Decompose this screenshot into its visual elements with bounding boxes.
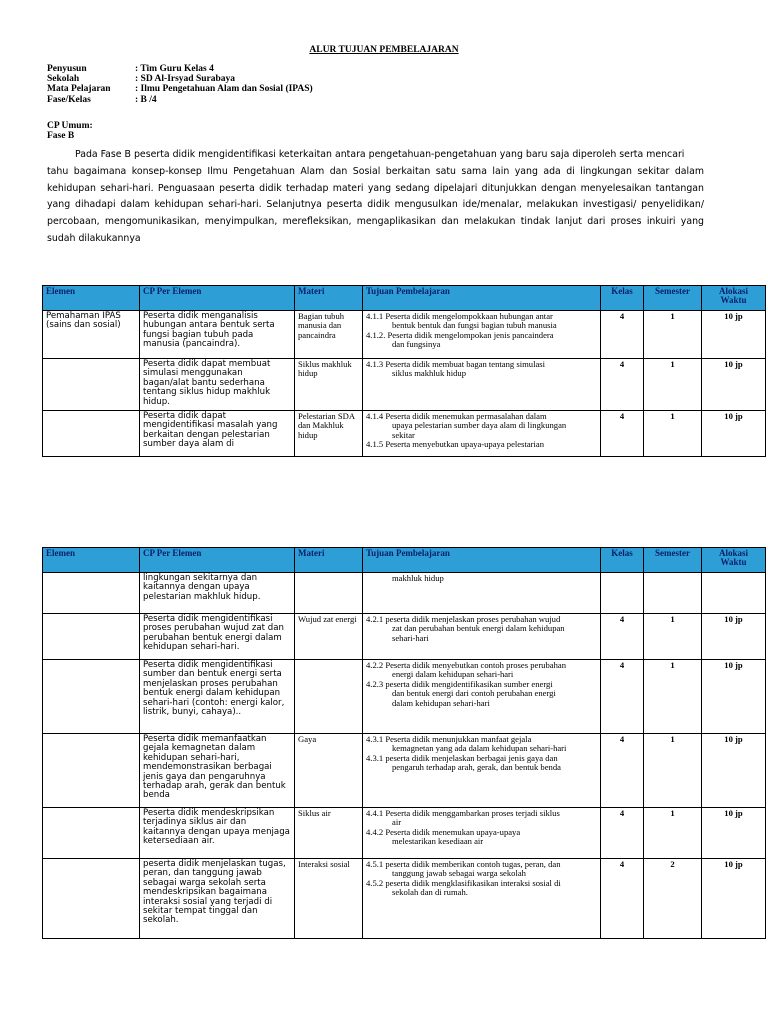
- meta-row-sekolah: [47, 74, 313, 84]
- table-header-row: [43, 286, 766, 311]
- cell-kelas: [601, 573, 644, 614]
- tujuan-line: 4.1.3 Peserta didik membuat bagan tentang simulasi: [366, 359, 546, 369]
- meta-key: Mata Pelajaran: [47, 84, 111, 95]
- cell-tujuan: [363, 859, 601, 939]
- cell-elemen: [43, 808, 140, 859]
- cell-alokasi: 10 jp: [702, 734, 766, 808]
- cell-elemen: [43, 411, 140, 457]
- header-kelas: Kelas: [601, 286, 644, 311]
- cell-kelas: 4: [601, 359, 644, 411]
- cell-materi: Siklus air: [295, 808, 363, 859]
- table-row: [43, 859, 766, 939]
- cell-kelas: 4: [601, 859, 644, 939]
- cell-kelas: 4: [601, 311, 644, 359]
- cell-materi: Wujud zat energi: [295, 614, 363, 660]
- cp-paragraph: [47, 147, 704, 248]
- tujuan-line: dan bentuk energi dari contoh perubahan energi: [392, 688, 556, 699]
- tujuan-line: dalam kehidupan sehari-hari: [392, 697, 490, 708]
- cell-cp: Peserta didik mengidentifikasi sumber dan bentuk energi serta menjelaskan proses perubahan bentuk energi dalam kehidupan sehari-hari (contoh: energi kalor, listrik, bunyi, cahaya)..: [140, 660, 295, 734]
- meta-row-mata-pelajaran: [47, 84, 313, 94]
- header-semester: Semester: [644, 286, 702, 311]
- cell-alokasi: 10 jp: [702, 808, 766, 859]
- tujuan-line: melestarikan kesediaan air: [392, 836, 484, 847]
- cell-materi: Pelestarian SDA dan Makhluk hidup: [295, 411, 363, 457]
- table-row: [43, 614, 766, 660]
- header-cp: CP Per Elemen: [140, 548, 295, 573]
- tujuan-line: kemagnetan yang ada dalam kehidupan sehari-hari: [392, 743, 567, 754]
- cell-cp: lingkungan sekitarnya dan kaitannya dengan upaya pelestarian makhluk hidup.: [140, 573, 295, 614]
- header-elemen: Elemen: [43, 548, 140, 573]
- cell-elemen: [43, 859, 140, 939]
- cell-cp: Peserta didik dapat membuat simulasi menggunakan bagan/alat bantu sederhana tentang siklus hidup makhluk hidup.: [140, 359, 295, 411]
- table-row: [43, 311, 766, 359]
- document-title: ALUR TUJUAN PEMBELAJARAN: [309, 45, 459, 55]
- table-header-row: [43, 548, 766, 573]
- cell-tujuan: [363, 411, 601, 457]
- cell-kelas: 4: [601, 411, 644, 457]
- cell-tujuan: [363, 359, 601, 411]
- header-materi: Materi: [295, 548, 363, 573]
- cell-elemen: [43, 359, 140, 411]
- cell-tujuan: [363, 614, 601, 660]
- tujuan-line: energi dalam kehidupan sehari-hari: [392, 669, 514, 680]
- paragraph-line-2: tahu bagaimana konsep-konsep Ilmu Pengetahuan Alam dan Sosial berkaitan satu sama lain yang ada di lingkungan sekitar dalam kehidupan sehari-hari. Penguasaan peserta didik terhadap materi yang sedang dipelajari ditunjukkan dengan menyelesaikan tantangan yang dihadapi dalam kehidupan sehari-hari. Selanjutnya peserta didik mengusulkan ide/menalar, melakukan investigasi/ penyelidikan/ percobaan, mengomunikasikan, menyimpulkan, merefleksikan, mengaplikasikan dan melakukan tindak lanjut dari proses inkuiri yang sudah dilakukannya: [47, 165, 704, 244]
- header-alokasi: Alokasi Waktu: [702, 548, 766, 573]
- tujuan-line: air: [392, 817, 402, 828]
- cell-semester: 2: [644, 859, 702, 939]
- cp-umum-heading: [47, 121, 93, 141]
- cell-elemen: [43, 614, 140, 660]
- tujuan-line: sekitar: [392, 429, 415, 440]
- cell-semester: 1: [644, 614, 702, 660]
- table-row: [43, 660, 766, 734]
- meta-row-penyusun: [47, 64, 313, 74]
- tujuan-line: 4.1.5 Peserta menyebutkan upaya-upaya pelestarian: [366, 439, 545, 450]
- tujuan-line: 4.1.4 Peserta didik menemukan permasalahan dalam: [366, 411, 547, 421]
- tujuan-line: zat dan perubahan bentuk energi dalam kehidupan: [392, 623, 565, 634]
- tujuan-line: 4.5.1 peserta didik memberikan contoh tugas, peran, dan: [366, 859, 561, 869]
- cell-cp: Peserta didik mengidentifikasi proses perubahan wujud zat dan perubahan bentuk energi dalam kehidupan sehari-hari.: [140, 614, 295, 660]
- meta-key: Penyusun: [47, 64, 87, 74]
- cell-semester: 1: [644, 311, 702, 359]
- header-semester: Semester: [644, 548, 702, 573]
- cell-semester: 1: [644, 660, 702, 734]
- atp-table-1: [42, 285, 766, 457]
- cell-kelas: 4: [601, 614, 644, 660]
- table-row: [43, 734, 766, 808]
- header-tujuan: Tujuan Pembelajaran: [363, 548, 601, 573]
- paragraph-line-1: Pada Fase B peserta didik mengidentifikasi keterkaitan antara pengetahuan-pengetahuan yang baru saja diperoleh serta mencari: [75, 149, 685, 160]
- cell-cp: Peserta didik menganalisis hubungan antara bentuk serta fungsi bagian tubuh pada manusia (pancaindra).: [140, 311, 295, 359]
- tujuan-line: 4.2.3 peserta didik mengidentifikasikan sumber energi: [366, 678, 553, 689]
- meta-value: : Tim Guru Kelas 4: [135, 64, 214, 74]
- cell-materi: Interaksi sosial: [295, 859, 363, 939]
- cell-cp: peserta didik menjelaskan tugas, peran, dan tanggung jawab sebagai warga sekolah serta mendeskripsikan bagaimana interaksi sosial yang terjadi di sekitar tempat tinggal dan sekolah.: [140, 859, 295, 939]
- cell-elemen: [43, 573, 140, 614]
- header-alokasi: Alokasi Waktu: [702, 286, 766, 311]
- cell-alokasi: 10 jp: [702, 411, 766, 457]
- cell-materi: Bagian tubuh manusia dan pancaindra: [295, 311, 363, 359]
- cell-kelas: 4: [601, 808, 644, 859]
- tujuan-line: sehari-hari: [392, 632, 429, 643]
- header-kelas: Kelas: [601, 548, 644, 573]
- cell-kelas: 4: [601, 660, 644, 734]
- table-1-body: [43, 311, 766, 457]
- table-row: [43, 411, 766, 457]
- cell-alokasi: 10 jp: [702, 359, 766, 411]
- tujuan-line: 4.3.1 Peserta didik menunjukkan manfaat gejala: [366, 734, 532, 744]
- cell-elemen: [43, 660, 140, 734]
- cell-semester: 1: [644, 734, 702, 808]
- table-row: [43, 359, 766, 411]
- cell-alokasi: [702, 573, 766, 614]
- table-row: [43, 808, 766, 859]
- cell-semester: 1: [644, 808, 702, 859]
- table-row: [43, 573, 766, 614]
- cell-tujuan: [363, 734, 601, 808]
- fase-label: Fase B: [47, 131, 75, 141]
- tujuan-line: 4.4.1 Peserta didik menggambarkan proses terjadi siklus: [366, 808, 560, 818]
- cell-cp: Peserta didik mendeskripsikan terjadinya siklus air dan kaitannya dengan upaya menjaga ketersediaan air.: [140, 808, 295, 859]
- tujuan-line: bentuk bentuk dan fungsi bagian tubuh manusia: [392, 320, 557, 331]
- tujuan-line: 4.4.2 Peserta didik menemukan upaya-upaya: [366, 826, 521, 837]
- tujuan-line: 4.2.2 Peserta didik menyebutkan contoh proses perubahan: [366, 660, 566, 670]
- cell-alokasi: 10 jp: [702, 311, 766, 359]
- cell-semester: 1: [644, 411, 702, 457]
- cell-materi: [295, 660, 363, 734]
- cell-cp: Peserta didik memanfaatkan gejala kemagnetan dalam kehidupan sehari-hari, mendemonstrasikan berbagai jenis gaya dan pengaruhnya terhadap arah, gerak dan bentuk benda: [140, 734, 295, 808]
- header-materi: Materi: [295, 286, 363, 311]
- header-elemen: Elemen: [43, 286, 140, 311]
- tujuan-line: 4.1.1 Peserta didik mengelompokkaan hubungan antar: [366, 311, 553, 321]
- tujuan-line: dan fungsinya: [392, 339, 441, 350]
- cp-umum-label: CP Umum:: [47, 121, 93, 131]
- cell-tujuan: [363, 660, 601, 734]
- tujuan-line: tanggung jawab sebagai warga sekolah: [392, 868, 526, 879]
- cell-cp: Peserta didik dapat mengidentifikasi masalah yang berkaitan dengan pelestarian sumber daya alam di: [140, 411, 295, 457]
- meta-key: Fase/Kelas: [47, 94, 91, 105]
- tujuan-line: sekolah dan di rumah.: [392, 887, 468, 898]
- cell-materi: Gaya: [295, 734, 363, 808]
- meta-value: : B /4: [135, 94, 157, 105]
- tujuan-line: makhluk hidup: [392, 573, 444, 583]
- cell-elemen: [43, 734, 140, 808]
- meta-key: Sekolah: [47, 74, 80, 85]
- header-cp: CP Per Elemen: [140, 286, 295, 311]
- header-tujuan: Tujuan Pembelajaran: [363, 286, 601, 311]
- table-2-body: [43, 573, 766, 939]
- cell-tujuan: [363, 311, 601, 359]
- tujuan-line: 4.2.1 peserta didik menjelaskan proses perubahan wujud: [366, 614, 561, 624]
- cell-tujuan: [363, 573, 601, 614]
- cell-materi: Siklus makhluk hidup: [295, 359, 363, 411]
- tujuan-line: siklus makhluk hidup: [392, 368, 467, 379]
- meta-value: : Ilmu Pengetahuan Alam dan Sosial (IPAS): [135, 84, 313, 95]
- cell-alokasi: 10 jp: [702, 614, 766, 660]
- cell-materi: [295, 573, 363, 614]
- tujuan-line: 4.5.2 peserta didik mengklasifikasikan interaksi sosial di: [366, 877, 561, 888]
- meta-row-fase-kelas: [47, 95, 313, 105]
- tujuan-line: pengaruh terhadap arah, gerak, dan bentuk benda: [392, 762, 561, 773]
- cell-kelas: 4: [601, 734, 644, 808]
- cell-alokasi: 10 jp: [702, 660, 766, 734]
- cell-alokasi: 10 jp: [702, 859, 766, 939]
- tujuan-line: 4.3.1 peserta didik menjelaskan berbagai jenis gaya dan: [366, 752, 558, 763]
- meta-value: : SD Al-Irsyad Surabaya: [135, 74, 236, 85]
- document-meta: [47, 64, 313, 105]
- atp-table-2: [42, 547, 766, 939]
- tujuan-line: 4.1.2. Peserta didik mengelompokan jenis pancaindera: [366, 329, 554, 340]
- cell-semester: [644, 573, 702, 614]
- cell-tujuan: [363, 808, 601, 859]
- cell-elemen: Pemahaman IPAS (sains dan sosial): [43, 311, 140, 359]
- cell-semester: 1: [644, 359, 702, 411]
- tujuan-line: upaya pelestarian sumber daya alam di lingkungan: [392, 420, 567, 431]
